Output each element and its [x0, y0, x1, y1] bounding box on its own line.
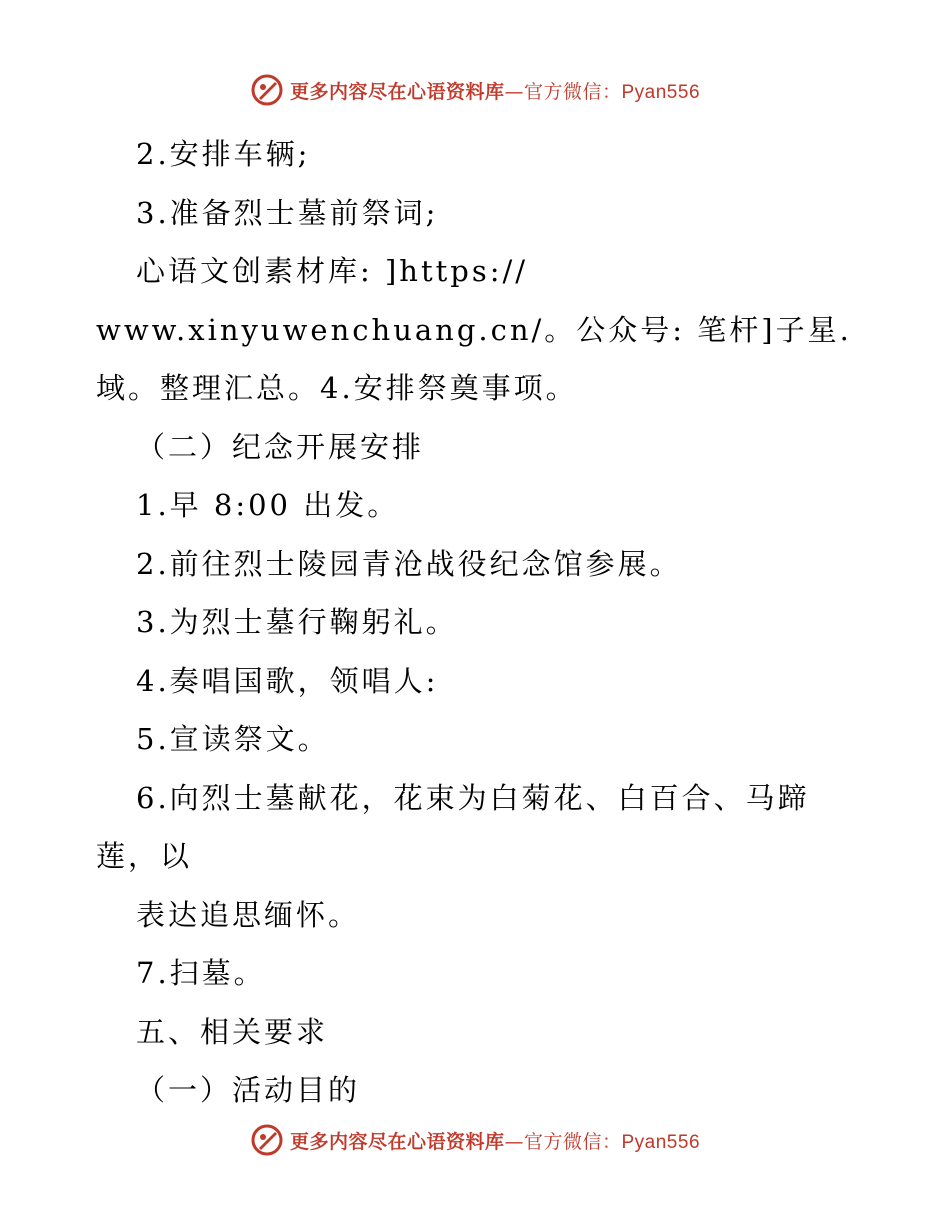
footer-watermark — [0, 1120, 950, 1160]
text-line: 5.宣读祭文。 — [136, 722, 330, 756]
text-line: 7.扫墓。 — [136, 956, 266, 990]
text-line: www.xinyuwenchuang.cn/。公众号: 笔杆]子星. — [96, 312, 852, 347]
text-line: 3.准备烈士墓前祭词; — [136, 195, 439, 230]
footer-wechat-label: 官方微信： — [523, 1130, 622, 1153]
header-watermark — [0, 70, 950, 110]
header-wechat-label: 官方微信： — [523, 80, 622, 103]
footer-wechat-id: Pyan556 — [621, 1131, 701, 1153]
text-line: 1.早 8:00 出发。 — [136, 488, 400, 522]
document-body — [96, 125, 856, 1120]
footer-brand: 更多内容尽在心语资料库 — [289, 1130, 505, 1153]
text-line: 心语文创素材库: ]https:// — [136, 254, 529, 288]
section-heading: （二）纪念开展安排 — [136, 429, 425, 464]
logo-icon — [250, 1123, 284, 1157]
text-line: 2.安排车辆; — [136, 137, 311, 171]
text-line: 6.向烈士墓献花，花束为白菊花、白百合、马蹄 — [136, 780, 810, 815]
text-line: 4.奏唱国歌，领唱人: — [136, 663, 439, 698]
text-line: 莲，以 — [96, 839, 193, 873]
text-line: 域。整理汇总。4.安排祭奠事项。 — [96, 371, 578, 405]
header-brand: 更多内容尽在心语资料库 — [289, 80, 505, 103]
logo-icon — [250, 73, 284, 107]
text-line: 3.为烈士墓行鞠躬礼。 — [136, 605, 458, 639]
text-line: 表达追思缅怀。 — [136, 897, 361, 932]
header-text — [290, 77, 700, 104]
footer-text — [290, 1127, 700, 1154]
text-line: 2.前往烈士陵园青沧战役纪念馆参展。 — [136, 546, 682, 581]
header-wechat-id: Pyan556 — [621, 81, 701, 103]
footer-separator: — — [504, 1130, 524, 1153]
section-heading: 五、相关要求 — [136, 1014, 329, 1049]
header-separator: — — [504, 80, 524, 103]
section-heading: （一）活动目的 — [136, 1073, 361, 1107]
